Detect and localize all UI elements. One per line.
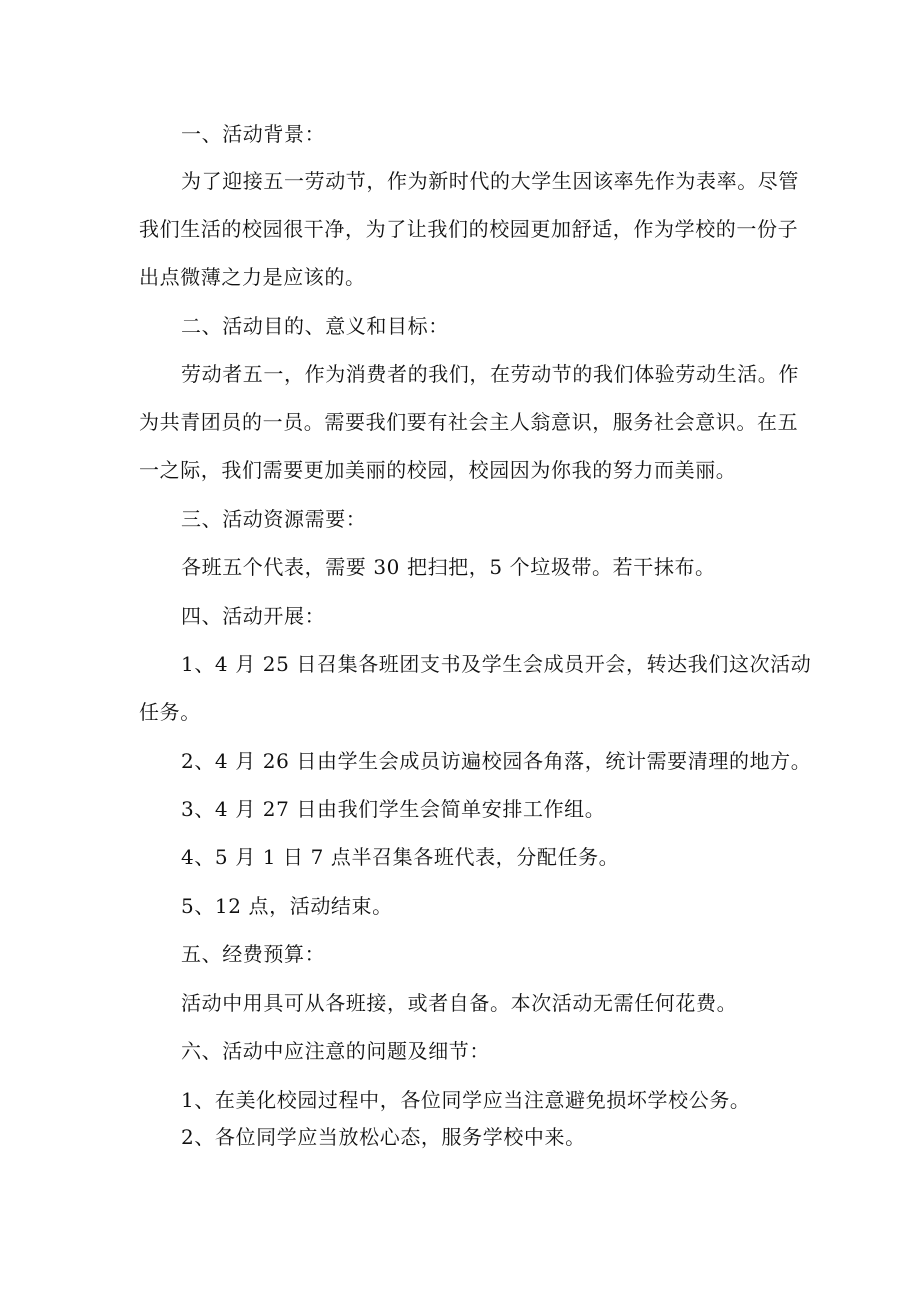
section-3-heading: 三、活动资源需要： (181, 507, 367, 531)
section-6-heading: 六、活动中应注意的问题及细节： (181, 1039, 490, 1063)
section-4-item-1-line-1: 1、4 月 25 日召集各班团支书及学生会成员开会，转达我们这次活动 (181, 652, 812, 676)
section-2-paragraph-line-2: 为共青团员的一员。需要我们要有社会主人翁意识，服务社会意识。在五 (139, 410, 799, 434)
section-1-heading: 一、活动背景： (181, 122, 326, 146)
section-4-item-5: 5、12 点，活动结束。 (181, 894, 393, 918)
section-1-paragraph-line-2: 我们生活的校园很干净，为了让我们的校园更加舒适，作为学校的一份子 (139, 217, 799, 241)
section-4-item-2: 2、4 月 26 日由学生会成员访遍校园各角落，统计需要清理的地方。 (181, 749, 812, 773)
section-4-item-3: 3、4 月 27 日由我们学生会简单安排工作组。 (181, 797, 606, 821)
section-4-item-1-line-2: 任务。 (139, 700, 201, 724)
section-5-heading: 五、经费预算： (181, 942, 326, 966)
section-2-paragraph-line-1: 劳动者五一，作为消费者的我们，在劳动节的我们体验劳动生活。作 (181, 362, 799, 386)
section-4-heading: 四、活动开展： (181, 604, 326, 628)
section-4-item-4: 4、5 月 1 日 7 点半召集各班代表，分配任务。 (181, 845, 620, 869)
section-2-paragraph-line-3: 一之际，我们需要更加美丽的校园，校园因为你我的努力而美丽。 (139, 458, 737, 482)
section-1-paragraph-line-1: 为了迎接五一劳动节，作为新时代的大学生因该率先作为表率。尽管 (181, 169, 799, 193)
section-3-paragraph: 各班五个代表，需要 30 把扫把，5 个垃圾带。若干抹布。 (181, 555, 716, 579)
section-6-item-2: 2、各位同学应当放松心态，服务学校中来。 (181, 1125, 586, 1149)
section-2-heading: 二、活动目的、意义和目标： (181, 314, 449, 338)
section-5-paragraph: 活动中用具可从各班接，或者自备。本次活动无需任何花费。 (181, 991, 738, 1015)
section-1-paragraph-line-3: 出点微薄之力是应该的。 (139, 265, 366, 289)
section-6-item-1: 1、在美化校园过程中，各位同学应当注意避免损坏学校公务。 (181, 1088, 751, 1112)
